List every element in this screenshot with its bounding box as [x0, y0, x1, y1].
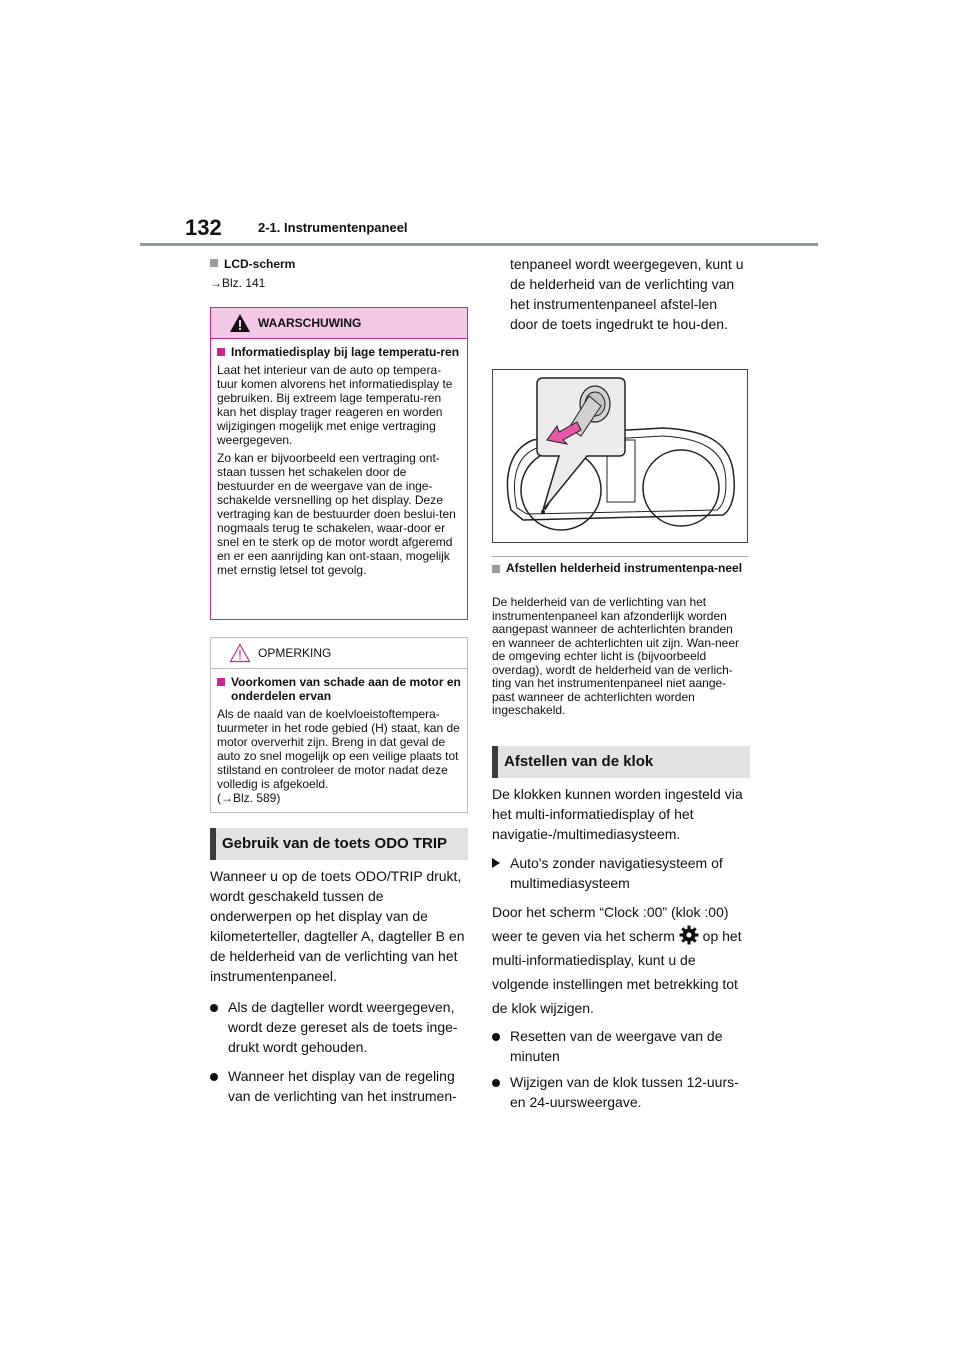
instrument-cluster-illustration — [493, 370, 747, 542]
notice-box — [210, 637, 468, 813]
warning-triangle-icon — [229, 313, 251, 333]
list-item: Resetten van de weergave van de minuten — [492, 1026, 752, 1066]
notice-paragraph-1: Als de naald van de koelvloeistoftempera-tuurmeter in het rode gebied (H) staat, kan de motor oververhit zijn. Breng in dat geval de auto zo snel mogelijk op een veilige plaats tot stilstand en controleer de motor nadat deze volledig is afgekoeld. — [217, 707, 460, 791]
page-number: 132 — [185, 215, 222, 240]
notice-paragraph-2: (→Blz. 589) — [217, 791, 281, 805]
square-bullet-icon — [217, 678, 225, 686]
warning-subtitle: Informatiedisplay bij lage temperatu-ren — [217, 345, 461, 359]
bullet-dot-icon — [210, 1073, 218, 1081]
lcd-heading: LCD-scherm — [210, 255, 470, 273]
bullet-dot-icon — [492, 1079, 500, 1087]
notice-label: OPMERKING — [258, 646, 332, 660]
gear-icon — [679, 925, 699, 945]
clock-heading: Afstellen van de klok — [492, 746, 750, 778]
warning-label: WAARSCHUWING — [258, 316, 362, 330]
list-item: Wanneer het display van de regeling van de verlichting van het instrumen- — [210, 1066, 468, 1106]
clock-body — [492, 784, 752, 1112]
square-bullet-icon — [492, 565, 500, 573]
header-rule — [140, 243, 818, 246]
warning-paragraph-1: Laat het interieur van de auto op tempera-tuur komen alvorens het informatiedisplay te gebruiken. Bij extreem lage temperatu-ren kan het display trager reageren en worden wijzigingen mogelijk met enige vertraging weergegeven. — [217, 363, 453, 447]
warning-box — [210, 307, 468, 620]
section-title: 2-1. Instrumentenpaneel — [258, 220, 408, 235]
notice-subtitle: Voorkomen van schade aan de motor en onderdelen ervan — [217, 675, 461, 703]
odo-intro: Wanneer u op de toets ODO/TRIP drukt, wordt geschakeld tussen de onderwerpen op het display van de kilometerteller, dagteller A, dagteller B en de helderheid van de verlichting van het instrumentenpaneel. — [210, 868, 465, 984]
caution-triangle-icon — [229, 643, 251, 663]
odo-heading: Gebruik van de toets ODO TRIP — [210, 828, 468, 860]
clock-instruction: Door het scherm “Clock :00” (klok :00) weer te geven via het scherm op het multi-informatiedisplay, kunt u de volgende instellingen met betrekking tot de klok wijzigen. — [492, 904, 742, 1016]
list-item: Als de dagteller wordt weergegeven, wordt deze gereset als de toets inge-drukt wordt gehouden. — [210, 997, 468, 1057]
square-bullet-icon — [217, 348, 225, 356]
lcd-ref: →Blz. 141 — [210, 276, 266, 290]
brightness-heading: Afstellen helderheid instrumentenpa-neel — [492, 562, 748, 575]
warning-paragraph-2: Zo kan er bijvoorbeeld een vertraging ont-staan tussen het schakelen door de bestuurder en de weergave van de inge-schakelde versnelling op het display. Deze vertraging kan de bestuurder doen beslui-ten nogmaals terug te schakelen, waar-door er snel en te sterk op de motor wordt afgeremd en er een aanrijding kan ont-staan, mogelijk met ernstig letsel tot gevolg. — [217, 451, 456, 577]
triangle-bullet-icon — [492, 858, 500, 868]
square-bullet-icon — [210, 259, 218, 267]
list-item: Wijzigen van de klok tussen 12-uurs- en 24-uursweergave. — [492, 1072, 752, 1112]
bullet-dot-icon — [210, 1004, 218, 1012]
list-item: Auto's zonder navigatiesysteem of multimediasysteem — [492, 853, 752, 893]
clock-intro: De klokken kunnen worden ingesteld via het multi-informatiedisplay of het navigatie-/multimediasysteem. — [492, 786, 743, 842]
notice-header — [211, 638, 467, 669]
odo-bullet2-continuation: tenpaneel wordt weergegeven, kunt u de helderheid van de verlichting van het instrumentenpaneel afstel-len door de toets ingedrukt te hou-den. — [510, 256, 744, 332]
warning-header — [211, 308, 467, 339]
instrument-panel-figure — [492, 369, 748, 543]
odo-body — [210, 866, 468, 1106]
brightness-text: De helderheid van de verlichting van het instrumentenpaneel kan afzonderlijk worden aangepast wanneer de achterlichten branden en wanneer de achterlichten uit zijn. Wan-neer de omgeving echter licht is (bijvoorbeeld overdag), wordt de helderheid van de verlich-ting van het instrumentenpaneel niet aange-past wanneer de achterlichten worden ingeschakeld. — [492, 595, 740, 717]
divider — [492, 556, 748, 557]
bullet-dot-icon — [492, 1033, 500, 1041]
